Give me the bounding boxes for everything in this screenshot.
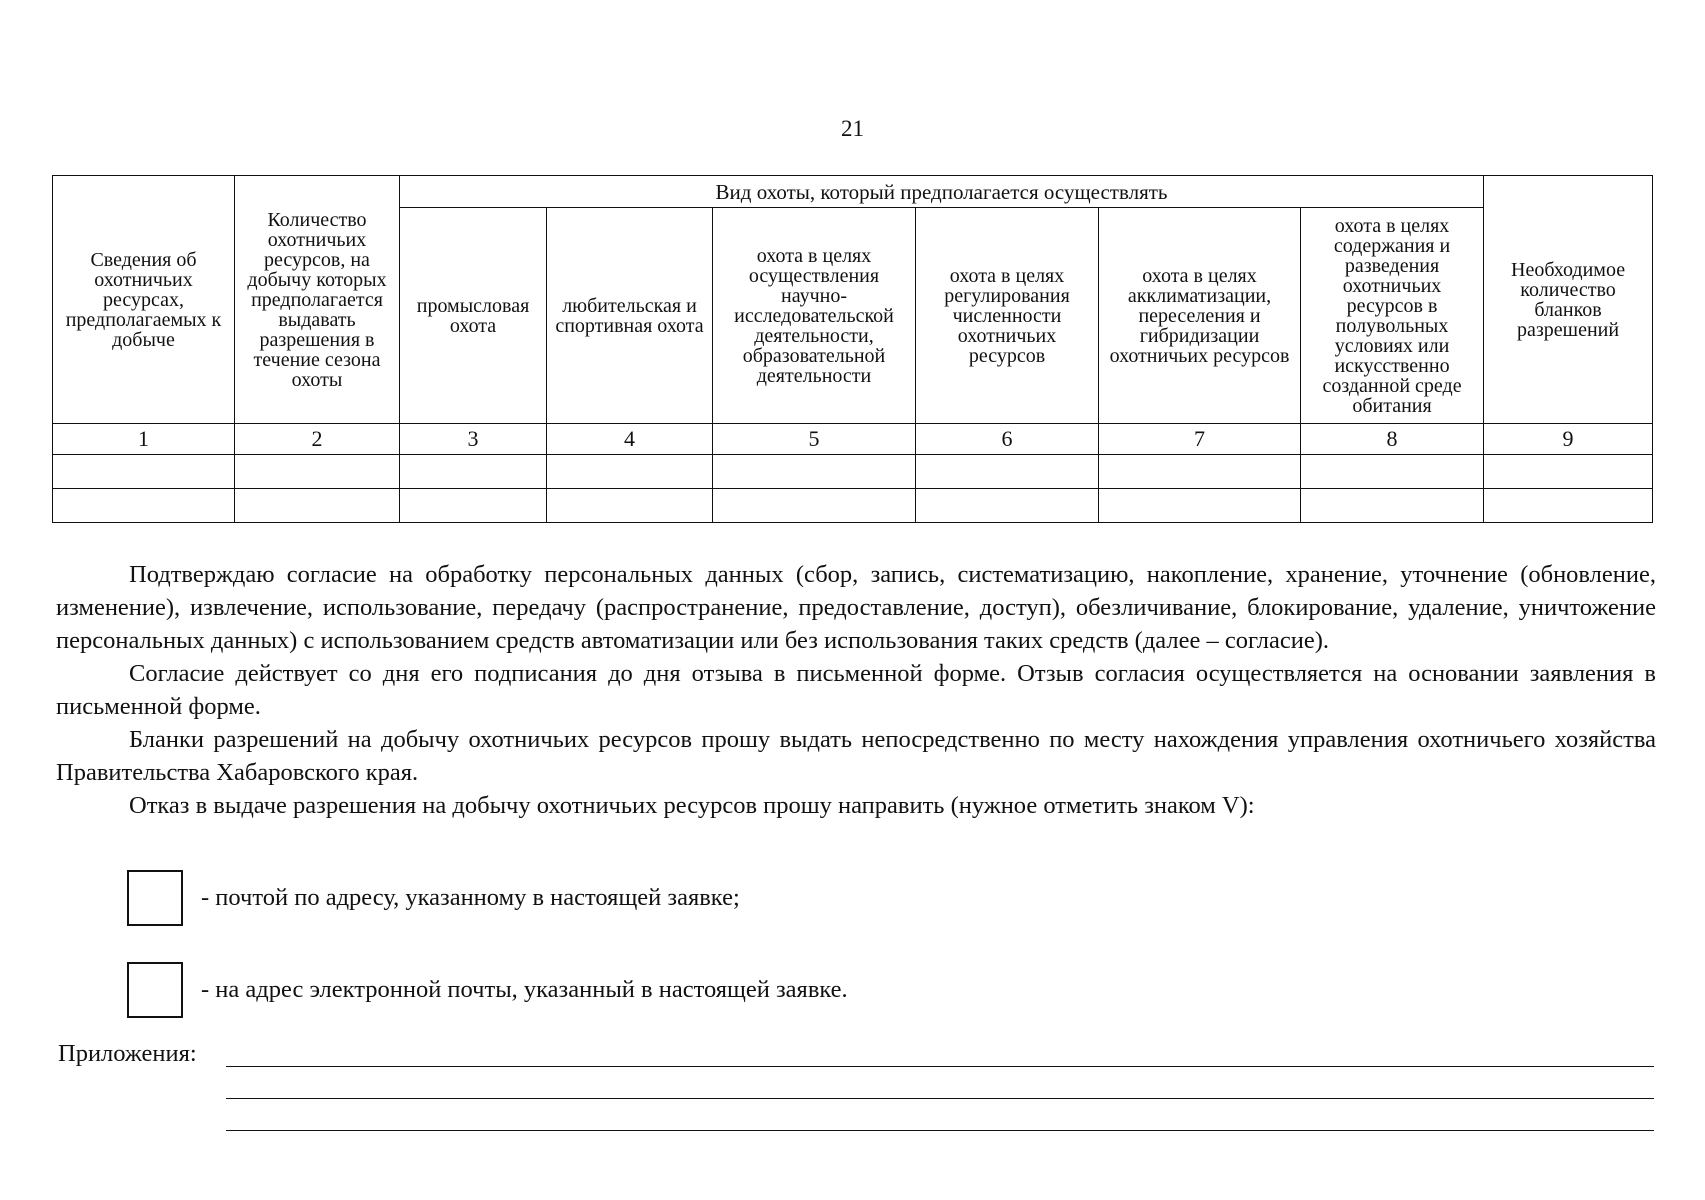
table-cell[interactable] (916, 455, 1099, 489)
table-cell[interactable] (713, 489, 916, 523)
email-label: - на адрес электронной почты, указанный в настоящей заявке. (201, 976, 848, 1003)
column-number: 6 (916, 424, 1099, 455)
header-acclimatization-hunting: охота в целях акклиматизации, переселения и гибридизации охотничьих ресурсов (1099, 208, 1301, 424)
header-hunting-type-group: Вид охоты, который предполагается осуществлять (400, 176, 1484, 208)
table-cell[interactable] (916, 489, 1099, 523)
table-cell[interactable] (235, 455, 400, 489)
table-cell[interactable] (1484, 455, 1653, 489)
consent-text (56, 558, 1656, 822)
header-amateur-sport-hunting: любительская и спортивная охота (547, 208, 713, 424)
column-number: 9 (1484, 424, 1653, 455)
permit-issue-paragraph: Бланки разрешений на добычу охотничьих ресурсов прошу выдать непосредственно по месту нахождения управления охотничьего хозяйства Правительства Хабаровского края. (56, 726, 1656, 786)
attachments-line[interactable] (226, 1130, 1654, 1131)
column-number: 8 (1301, 424, 1484, 455)
header-commercial-hunting: промысловая охота (400, 208, 547, 424)
table-row (53, 489, 1653, 523)
page-number: 21 (841, 116, 864, 141)
header-breeding-hunting: охота в целях содержания и разведения охотничьих ресурсов в полувольных условиях или искусственно созданной среде обитания (1301, 208, 1484, 424)
hunting-resources-table (52, 175, 1653, 523)
header-permit-blanks-count: Необходимое количество бланков разрешений (1484, 176, 1653, 424)
table-cell[interactable] (400, 489, 547, 523)
postal-mail-label: - почтой по адресу, указанному в настоящей заявке; (201, 884, 740, 911)
table-cell[interactable] (53, 455, 235, 489)
postal-mail-checkbox[interactable] (127, 870, 183, 926)
column-number: 3 (400, 424, 547, 455)
column-number: 4 (547, 424, 713, 455)
table-cell[interactable] (1301, 455, 1484, 489)
column-number: 7 (1099, 424, 1301, 455)
table-row (53, 455, 1653, 489)
table-cell[interactable] (1099, 455, 1301, 489)
table-cell[interactable] (547, 455, 713, 489)
header-resource-info: Сведения об охотничьих ресурсах, предполагаемых к добыче (53, 176, 235, 424)
column-number: 2 (235, 424, 400, 455)
attachments-line[interactable] (226, 1066, 1654, 1067)
column-number: 5 (713, 424, 916, 455)
column-number: 1 (53, 424, 235, 455)
table-cell[interactable] (547, 489, 713, 523)
attachments-label: Приложения: (58, 1040, 197, 1067)
consent-validity-paragraph: Согласие действует со дня его подписания до дня отзыва в письменной форме. Отзыв согласия осуществляется на основании заявления в письменной форме. (56, 660, 1656, 720)
consent-paragraph: Подтверждаю согласие на обработку персональных данных (сбор, запись, систематизацию, накопление, хранение, уточнение (обновление, изменение), извлечение, использование, передачу (распространение, предоставление, доступ), обезличивание, блокирование, удаление, уничтожение персональных данных) с использованием средств автоматизации или без использования таких средств (далее – согласие). (56, 561, 1656, 654)
table-cell[interactable] (1099, 489, 1301, 523)
refusal-delivery-paragraph: Отказ в выдаче разрешения на добычу охотничьих ресурсов прошу направить (нужное отметить знаком V): (129, 792, 1255, 819)
header-regulation-hunting: охота в целях регулирования численности охотничьих ресурсов (916, 208, 1099, 424)
email-checkbox[interactable] (127, 962, 183, 1018)
table-header-row-top (53, 176, 1653, 208)
header-resource-quantity: Количество охотничьих ресурсов, на добычу которых предполагается выдавать разрешения в течение сезона охоты (235, 176, 400, 424)
header-research-hunting: охота в целях осуществления научно-исследовательской деятельности, образовательной деятельности (713, 208, 916, 424)
table-cell[interactable] (400, 455, 547, 489)
option-email (127, 960, 848, 1020)
table-cell[interactable] (1484, 489, 1653, 523)
table-cell[interactable] (1301, 489, 1484, 523)
option-postal-mail (127, 868, 740, 928)
column-numbers-row (53, 424, 1653, 455)
table-cell[interactable] (53, 489, 235, 523)
table-cell[interactable] (713, 455, 916, 489)
attachments-line[interactable] (226, 1098, 1654, 1099)
table-cell[interactable] (235, 489, 400, 523)
